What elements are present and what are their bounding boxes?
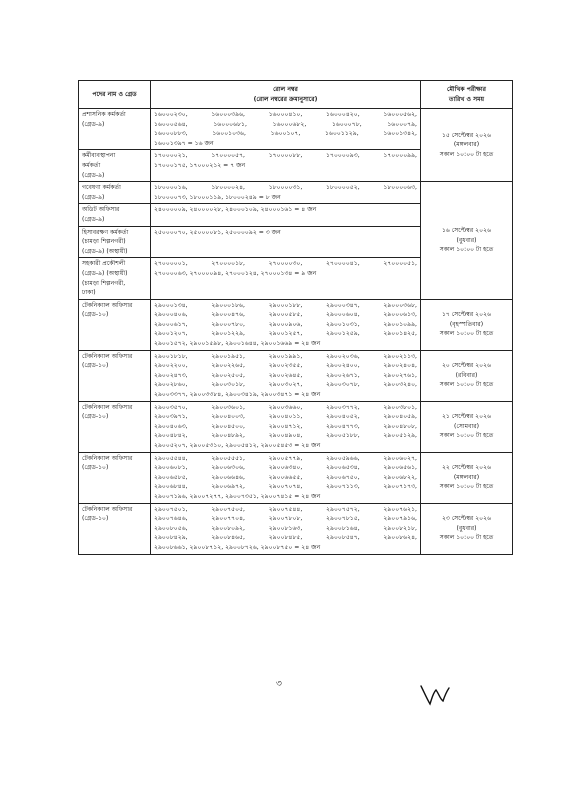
header-roll-title: রোল নম্বর (273, 85, 298, 93)
exam-time: সকাল ১০:০০ টা হতে (439, 330, 494, 338)
post-cell (79, 503, 151, 554)
table-row (79, 109, 513, 150)
roll-cell (151, 204, 421, 226)
roll-line: ২৯০০০৪০৬, ২৯০০০৪৭৬, ২৯০০০৫৮৫, ২৯০০০৬০৪, ২৯০০০৬১৩, (154, 311, 417, 319)
post-name-line: (চামড়া শিল্পনগরী, (82, 279, 126, 287)
roll-cell (151, 109, 421, 150)
roll-line: ২৯০০১৫৭২, ২৯০০১৫৯৮, ২৯০০১৬৪৪, ২৯০০১৬৬৯ = ২৪ জন (154, 340, 321, 348)
header-roll-subtitle: (রোল নম্বরের ক্রমানুসারে) (253, 95, 318, 103)
roll-cell (151, 452, 421, 503)
roll-line: ২৯০০৮৪২৯, ২৯০০৮৪৬৫, ২৯০০৮৪৮৫, ২৯০০৮৫৪৭, ২৯০০৮৬২৪, (154, 534, 417, 542)
table-header-row (79, 81, 513, 109)
roll-line: ২৯০০১৮১৮, ২৯০০১৯৫১, ২৯০০১৯৯১, ২৯০০২০৩৬, ২৯০০২১১৩, (154, 352, 417, 360)
roll-line: ১৬০০০৮৮৩, ১৬০০১০৩৬, ১৬০০১০৭, ১৬০০১১২৯, ১৬০০১৩৪২, (154, 130, 417, 138)
post-cell (79, 258, 151, 299)
post-name-line: ঢাকা) (82, 289, 96, 297)
roll-line: ২৯০০৩৩৭৭, ২৯০০৩৩৮৪, ২৯০০৩৪১৯, ২৯০০৩৪৭১ = ২৪ জন (154, 391, 321, 399)
table-body (79, 109, 513, 555)
post-name-line: টেকনিক্যাল অফিসার (82, 301, 133, 309)
post-name-line: (গ্রেড-১০) (82, 311, 109, 319)
post-name-line: কর্মীব্যবস্থাপনা (82, 152, 116, 160)
exam-time: সকাল ১০:০০ টা হতে (439, 483, 494, 491)
schedule-sheet (78, 80, 512, 555)
post-cell (79, 226, 151, 258)
roll-line: ২৯০০২২০০, ২৯০০২২৬৫, ২৯০০২৩৫৫, ২৯০০২৪০০, ২৯০০২৪০৪, (154, 362, 417, 370)
exam-date-cell (421, 401, 513, 452)
exam-weekday: (বুধবার) (456, 236, 477, 244)
header-exam (421, 81, 513, 109)
post-name-line: টেকনিক্যাল অফিসার (82, 403, 133, 411)
table-row (79, 452, 513, 503)
roll-cell (151, 182, 421, 204)
exam-date-cell (421, 350, 513, 401)
roll-line: ২৯০০৫২০৭, ২৯০০৫৩১০, ২৯০০৫৪১২, ২৯০০৫৪৫৩ = ২৪ জন (154, 442, 321, 449)
page-number: ৩ (276, 679, 282, 689)
post-name-line: প্রশাসনিক কর্মকর্তা (82, 111, 126, 118)
roll-line: ২৯০০১২০৭, ২৯০০১২২৯, ২৯০০১২৫৭, ২৯০০১২৫৯, ২৯০০১৪২৫, (154, 330, 417, 338)
roll-line: ১৬০০১৩৯৭ = ১৬ জন (154, 139, 214, 147)
post-name-line: কর্মকর্তা (82, 161, 101, 169)
post-cell (79, 182, 151, 204)
roll-line: ২৯০০৩৫৭০, ২৯০০৩৬০১, ২৯০০৩৬৬০, ২৯০০৩৭৭২, ২৯০০৩৮০১, (154, 403, 417, 411)
roll-line: ২৯০০৬০৮১, ২৯০০৬৩০৬, ২৯০০৬৩৪০, ২৯০০৬৫৩৪, ২৯০০৬৫৬১, (154, 464, 417, 472)
roll-line: ২৯০০৬৫৮৫, ২৯০০৬৬৪৬, ২৯০০৬৬৫৫, ২৯০০৬৭৫০, ২৯০০৬৮২২, (154, 473, 417, 481)
schedule-table (78, 80, 513, 555)
roll-line: ২৯০০৭৫০১, ২৯০০৭৫০৫, ২৯০০৭৫৪৪, ২৯০০৭৫৭২, ২৯০০৭৬২১, (154, 505, 417, 513)
roll-cell (151, 350, 421, 401)
post-name-line: (গ্রেড-৯) (82, 215, 105, 223)
exam-date: ২১ সেপ্টেম্বর ২০২৬ (441, 413, 492, 421)
roll-line: ২৭০০০০৬৩, ২৭০০০০৯৪, ২৭০০০১২৪, ২৭০০০১৩৪ = ৯ জন (154, 269, 317, 277)
roll-line: ১৮০০০০১৬, ১৮০০০০২৪, ১৮০০০০৩১, ১৮০০০০৫২, ১৮০০০০৬৩, (154, 184, 417, 192)
post-name-line: (গ্রেড-৯) (82, 193, 105, 201)
exam-weekday: (বুধবার) (456, 524, 477, 532)
post-name-line: সহকারী প্রকৌশলী (82, 260, 126, 268)
post-name-line: (গ্রেড-১০) (82, 413, 109, 421)
exam-weekday: (মঙ্গলবার) (453, 473, 480, 481)
post-name-line: (গ্রেড-১০) (82, 362, 109, 370)
roll-line: ১৭০০০০২১, ১৭০০০০৫৭, ১৭০০০০৮৮, ১৭০০০০৯৩, ১৭০০০০৯৯, (154, 152, 417, 160)
exam-time: সকাল ১০:০০ টা হতে (439, 381, 494, 389)
roll-line: ২৯০০৭১৯৬, ২৯০০৭২৭৭, ২৯০০৭৩৫১, ২৯০০৭৪১৫ = ২৪ জন (154, 492, 321, 500)
exam-weekday: (রবিবার) (455, 371, 478, 379)
roll-line: ২৯০০৮০৫৬, ২৯০০৮০৯২, ২৯০০৮১৬৩, ২৯০০৮১৬৪, ২৯০০৮২১৮, (154, 524, 417, 532)
roll-line: ২৯০০০১৩৪, ২৯০০০১৮৬, ২৯০০০১৮৮, ২৯০০০৩৪৭, ২৯০০০৩৬৮, (154, 301, 417, 309)
signature (418, 682, 452, 708)
roll-cell (151, 503, 421, 554)
table-row (79, 401, 513, 452)
post-cell (79, 150, 151, 182)
roll-cell (151, 299, 421, 350)
roll-line: ১৮০০০০৭৩, ১৮০০০১১৯, ১৮০০০২৪৯ = ৮ জন (154, 193, 281, 201)
post-cell (79, 204, 151, 226)
exam-date: ১৫ সেপ্টেম্বর ২০২৬ (441, 131, 492, 139)
roll-line: ১৭০০০১৭৫, ১৭০০০২১২ = ৭ জন (154, 161, 246, 169)
post-name-line: (চামড়া শিল্পনগরী) (82, 238, 126, 246)
exam-date-cell (421, 109, 513, 182)
roll-cell (151, 150, 421, 182)
roll-line: ২৯০০৪৮৪২, ২৯০০৪৮৯২, ২৯০০৪৯০৪, ২৯০০৫১৮৮, ২৯০০৫১২৯, (154, 432, 417, 440)
roll-line: ২৯০০৮৬৬১, ২৯০০৮৭১২, ২৯০০৮৭২৬, ২৯০০৮৭৫০ = ২৪ জন (154, 543, 321, 551)
post-name-line: টেকনিক্যাল অফিসার (82, 454, 133, 462)
post-name-line: টেকনিক্যাল অফিসার (82, 352, 133, 360)
post-name-line: (গ্রেড-৯) (অস্থায়ী) (82, 269, 128, 277)
roll-line: ২৯০০২৮৬০, ২৯০০৩০১৮, ২৯০০৩০২৭, ২৯০০৩০৭৮, ২৯০০৩২৪০, (154, 381, 417, 389)
roll-line: ১৬০০০২৩০, ১৬০০০৩৯৬, ১৬০০০৪১০, ১৬০০০৪২০, ১৬০০০৫৬২, (154, 111, 417, 118)
roll-line: ২৯০০২৪৭৩, ২৯০০২৫০৫, ২৯০০২৬৪৫, ২৯০০২৬৭১, ২৯০০২৭৬১, (154, 371, 417, 379)
post-name-line: (গ্রেড-৯) (অস্থায়ী) (82, 247, 128, 255)
header-roll (151, 81, 421, 109)
table-row (79, 503, 513, 554)
roll-line: ২৭০০০০০১, ২৭০০০০১৮, ২৭০০০০৩০, ২৭০০০০৪১, ২৭০০০০৫১, (154, 260, 417, 268)
roll-cell (151, 226, 421, 258)
header-exam-subtitle: তারিখ ও সময় (448, 95, 485, 103)
exam-weekday: (সোমবার) (454, 422, 479, 430)
exam-date-cell (421, 503, 513, 554)
roll-line: ২৯০০৫৫৪৪, ২৯০০৫৫৫১, ২৯০০৫৭৭৯, ২৯০০৫৯৬৬, ২৯০০৬০২৭, (154, 454, 417, 462)
post-name-line: (গ্রেড-৯) (82, 171, 105, 179)
post-name-line: (গ্রেড-১০) (82, 515, 109, 523)
post-name-line: টেকনিক্যাল অফিসার (82, 505, 133, 513)
exam-date: ২৩ সেপ্টেম্বর ২০২৬ (441, 515, 492, 523)
exam-date-cell (421, 452, 513, 503)
roll-line: ২৯০০৩৯৭১, ২৯০০৪০০৩, ২৯০০৪০১১, ২৯০০৪০৫২, ২৯০০৪০৫৯, (154, 413, 417, 421)
exam-date-cell (421, 182, 513, 300)
post-name-line: (গ্রেড-৯) (82, 120, 105, 128)
exam-date: ১৬ সেপ্টেম্বর ২০২৬ (441, 227, 492, 235)
post-cell (79, 299, 151, 350)
post-cell (79, 401, 151, 452)
roll-cell (151, 258, 421, 299)
post-cell (79, 109, 151, 150)
roll-line: ২৯০০০৬১৭, ২৯০০০৭৮০, ২৯০০০৯০৬, ২৯০০১০৩১, ২৯০০১০৯৯, (154, 320, 417, 328)
exam-time: সকাল ১০:০০ টা হতে (439, 150, 494, 158)
post-name-line: হিসাবরক্ষণ কর্মকর্তা (82, 228, 129, 236)
post-cell (79, 350, 151, 401)
exam-weekday: (মঙ্গলবার) (453, 141, 480, 149)
exam-time: সকাল ১০:০০ টা হতে (439, 432, 494, 440)
post-name-line: (গ্রেড-১০) (82, 464, 109, 472)
header-post: পদের নাম ও গ্রেড (79, 81, 151, 109)
post-cell (79, 452, 151, 503)
exam-weekday: (বৃহস্পতিবার) (449, 320, 484, 328)
table-row (79, 299, 513, 350)
roll-line: ২৪০০০০০৯, ২৪০০০০২৮, ২৪০০০১০৯, ২৪০০০১৬১ = ৪ জন (154, 206, 317, 214)
exam-time: সকাল ১০:০০ টা হতে (439, 246, 494, 254)
roll-line: ২৯০০৪০৬৩, ২৯০০৪৫০০, ২৯০০৪৭১২, ২৯০০৪৭৭৩, ২৯০০৪৮০৮, (154, 422, 417, 430)
roll-line: ২৫০০০০৭০, ২৫০০০০৮১, ২৫০০০০৯২ = ৩ জন (154, 228, 281, 236)
exam-date-cell (421, 299, 513, 350)
table-row (79, 182, 513, 204)
roll-line: ২৯০০৭৬৪৬, ২৯০০৭৭০৪, ২৯০০৭৮০৮, ২৯০০৭৮১৫, ২৯০০৭৯১৬, (154, 515, 417, 523)
exam-date: ২০ সেপ্টেম্বর ২০২৬ (441, 362, 492, 370)
exam-date: ১৭ সেপ্টেম্বর ২০২৬ (441, 311, 492, 319)
exam-date: ২২ সেপ্টেম্বর ২০২৬ (441, 464, 492, 472)
roll-line: ২৯০০৬৮৪৪, ২৯০০৬৯৭২, ২৯০০৭০৭৪, ২৯০০৭১১৩, ২৯০০৭১৭৩, (154, 483, 417, 491)
exam-time: সকাল ১০:০০ টা হতে (439, 534, 494, 542)
roll-line: ১৬০০০৫৬৪, ১৬০০০৬৮১, ১৬০০০৬৮২, ১৬০০০৭৮, ১৬০০০৭৯, (154, 120, 417, 128)
table-row (79, 350, 513, 401)
header-exam-title: মৌখিক পরীক্ষার (446, 85, 487, 93)
roll-cell (151, 401, 421, 452)
post-name-line: গবেষণা কর্মকর্তা (82, 184, 121, 192)
post-name-line: অডিট অফিসার (82, 206, 120, 214)
